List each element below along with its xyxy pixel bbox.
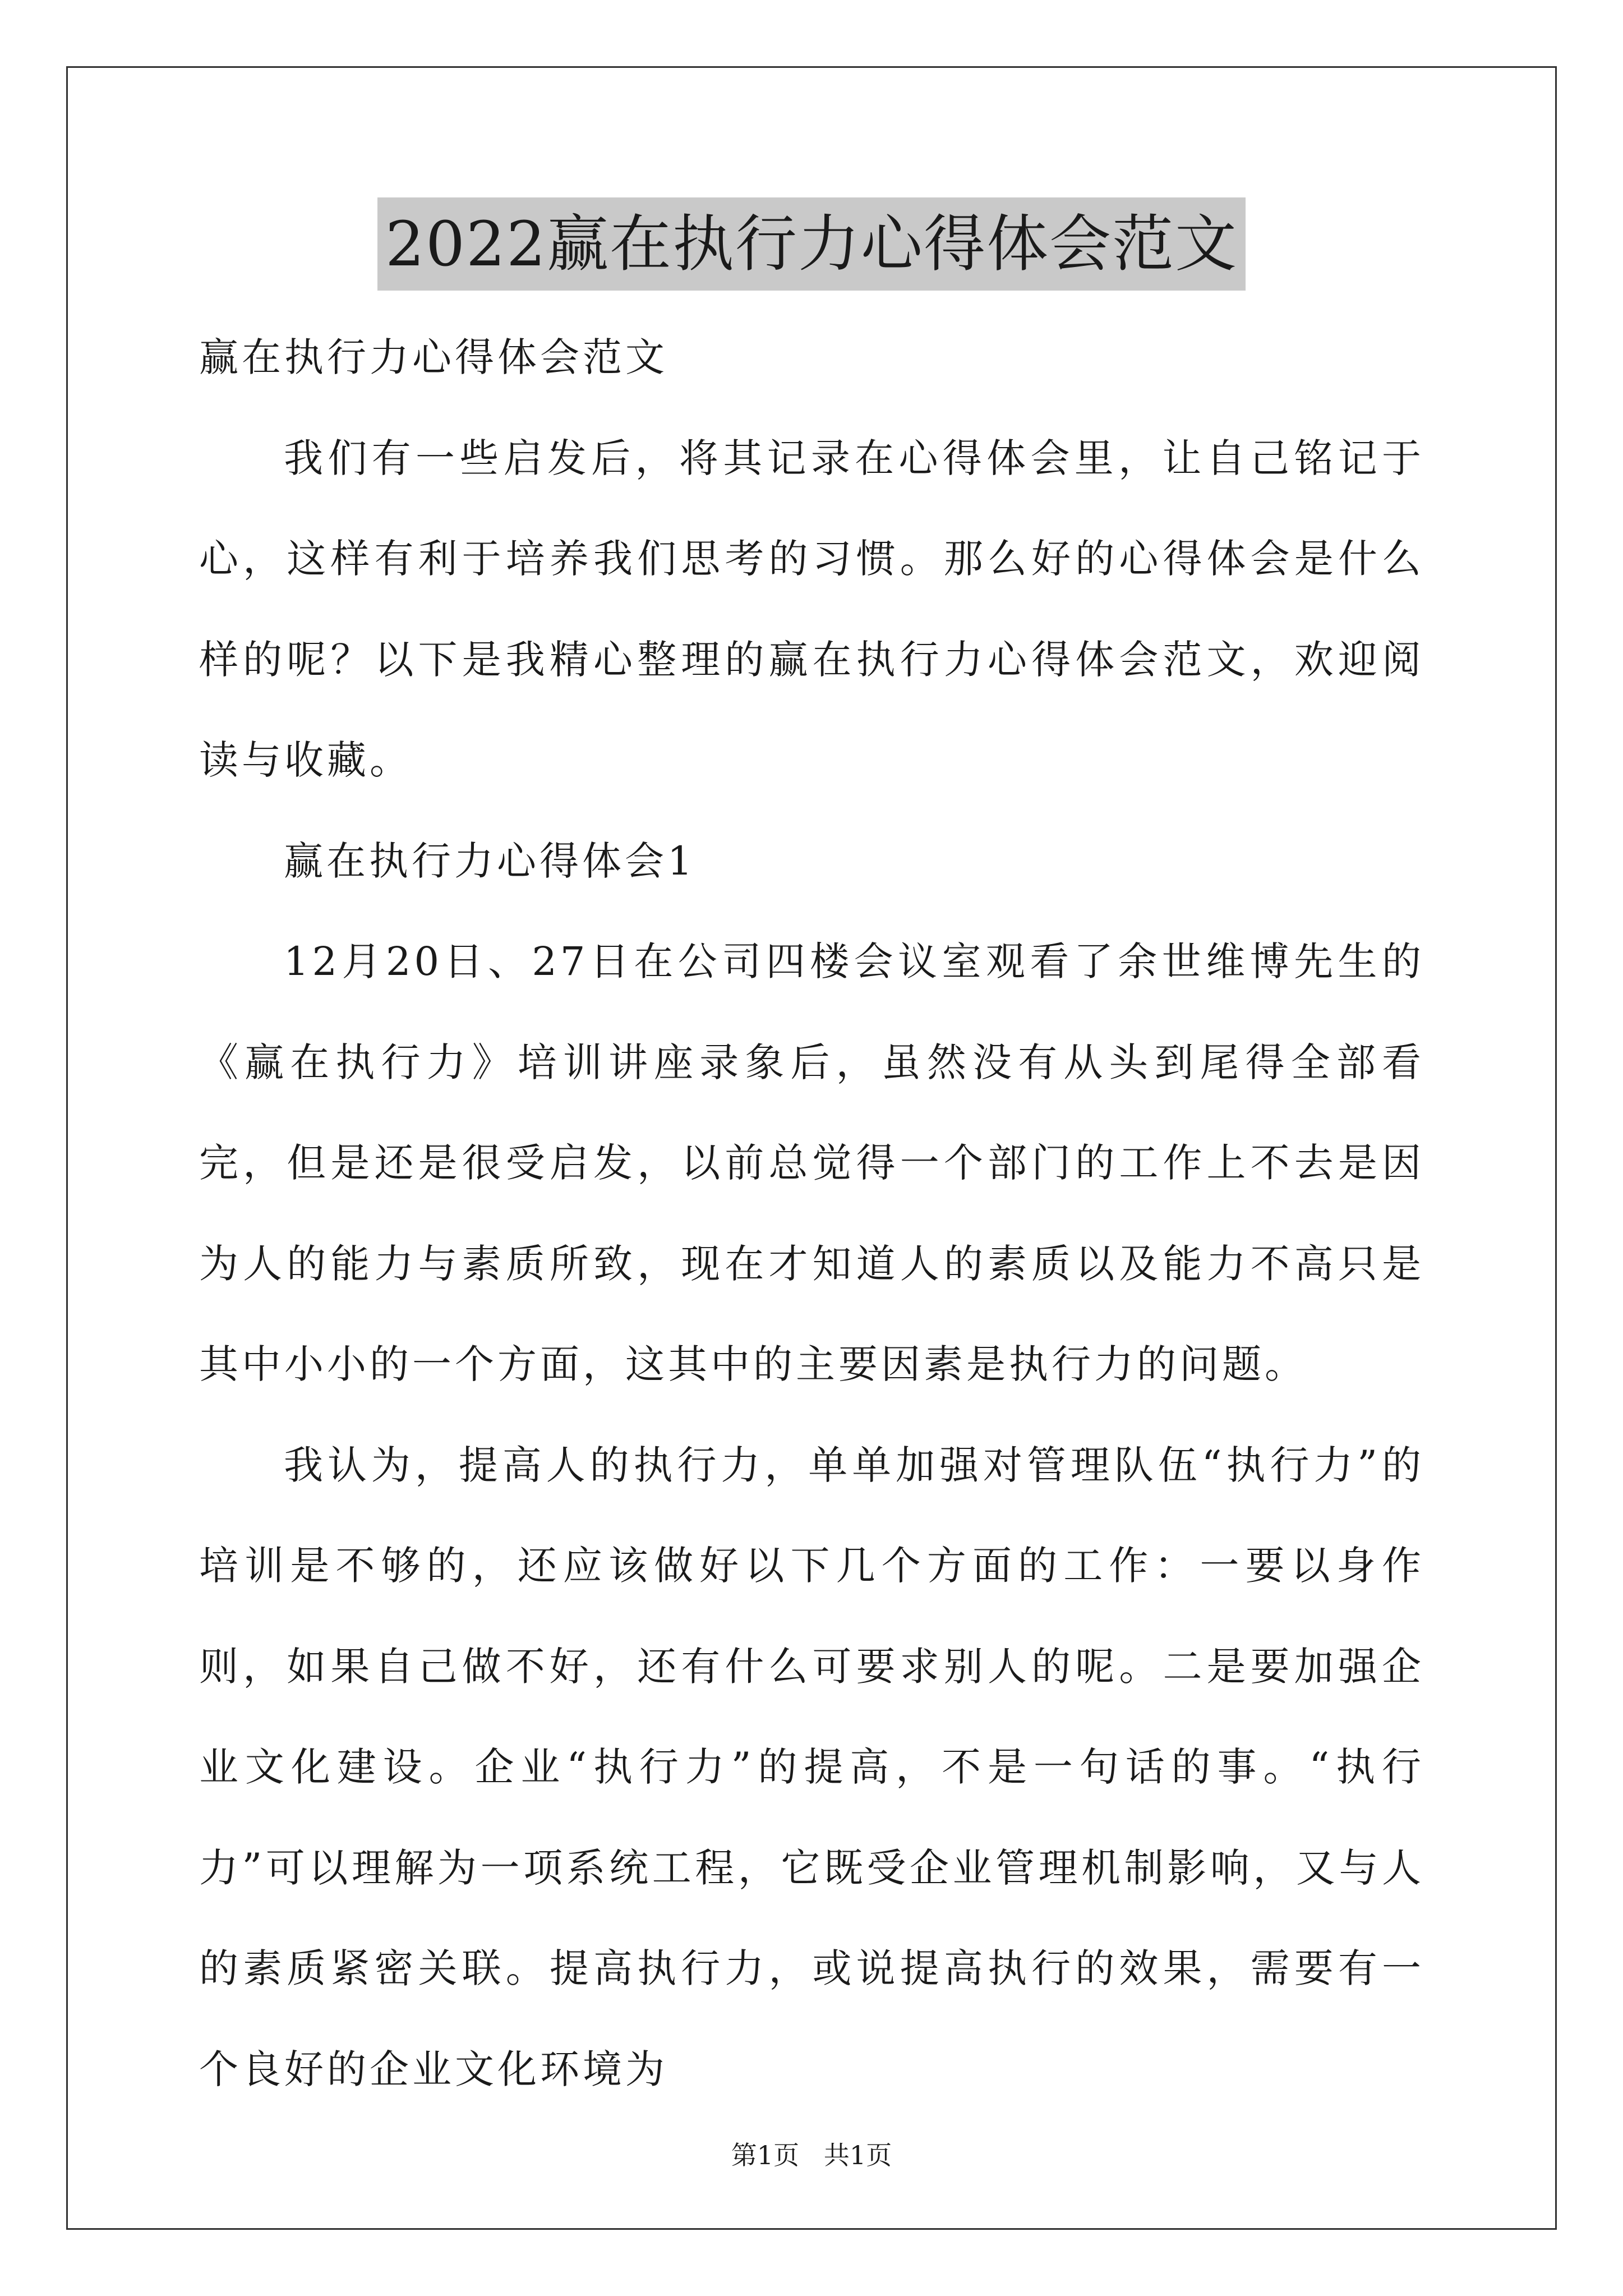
document-body xyxy=(199,307,1424,2120)
intro-paragraph: 我们有一些启发后，将其记录在心得体会里，让自己铭记于心，这样有利于培养我们思考的习惯。那么好的心得体会是什么样的呢？以下是我精心整理的赢在执行力心得体会范文，欢迎阅读与收藏。 xyxy=(199,435,1424,783)
title-container xyxy=(0,197,1623,291)
body-paragraph: 我认为，提高人的执行力，单单加强对管理队伍“执行力”的培训是不够的，还应该做好以下几个方面的工作：一要以身作则，如果自己做不好，还有什么可要求别人的呢。二是要加强企业文化建设。企业“执行力”的提高，不是一句话的事。“执行力”可以理解为一项系统工程，它既受企业管理机制影响，又与人的素质紧密关联。提高执行力，或说提高执行的效果，需要有一个良好的企业文化环境为 xyxy=(199,1442,1424,2092)
document-title: 2022赢在执行力心得体会范文 xyxy=(377,197,1246,291)
document-subtitle: 赢在执行力心得体会范文 xyxy=(199,334,668,380)
page-number-footer: 第1页 共1页 xyxy=(731,2140,892,2170)
body-paragraph: 12月20日、27日在公司四楼会议室观看了余世维博先生的《赢在执行力》培训讲座录象后，虽然没有从头到尾得全部看完，但是还是很受启发，以前总觉得一个部门的工作上不去是因为人的能力与素质所致，现在才知道人的素质以及能力不高只是其中小小的一个方面，这其中的主要因素是执行力的问题。 xyxy=(199,938,1424,1387)
section-heading: 赢在执行力心得体会1 xyxy=(284,838,696,884)
